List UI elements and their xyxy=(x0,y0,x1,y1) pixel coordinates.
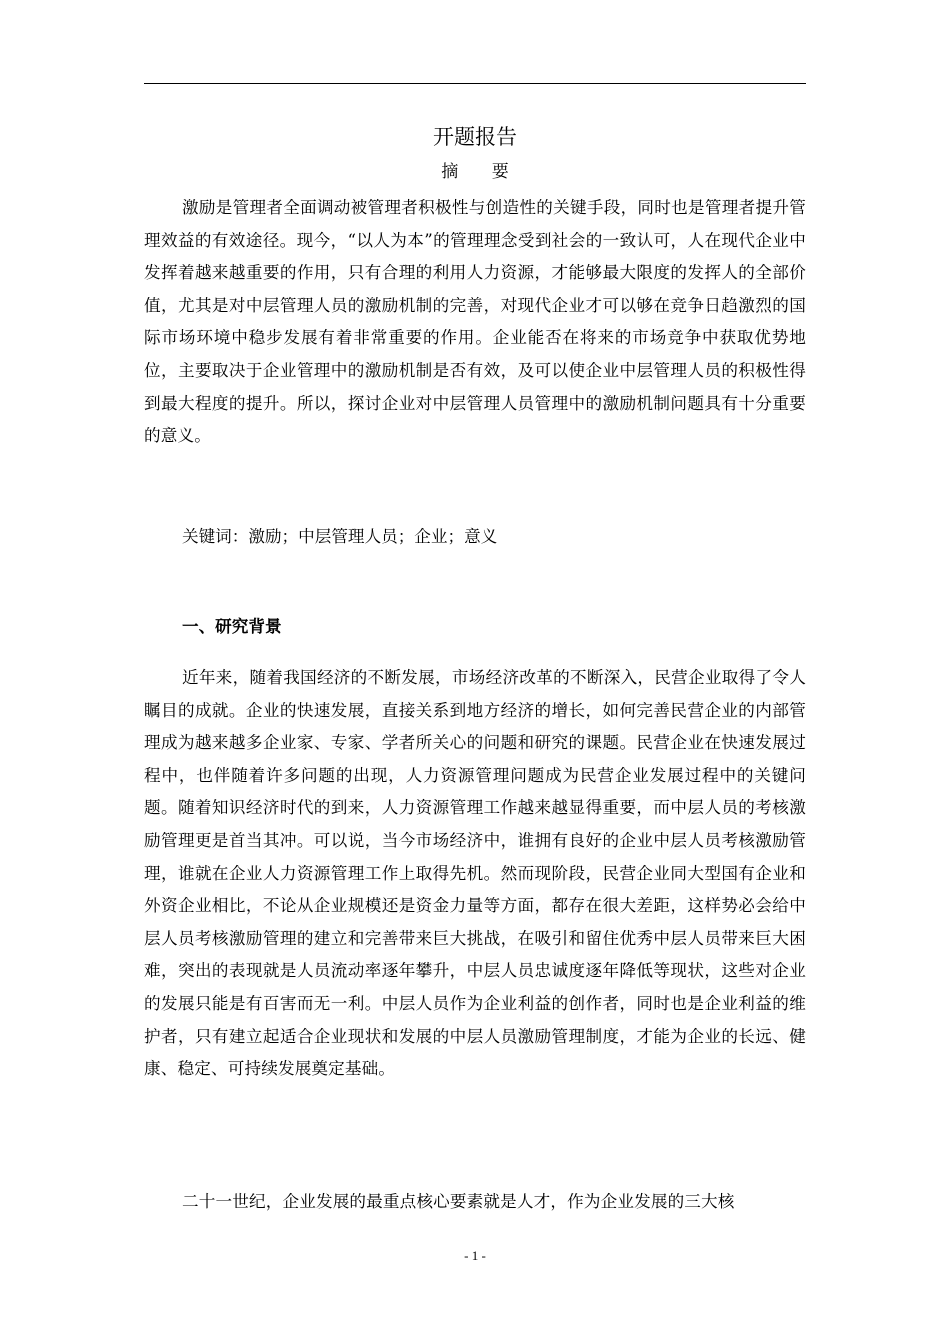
background-paragraph-1: 近年来，随着我国经济的不断发展，市场经济改革的不断深入，民营企业取得了令人瞩目的成就。企业的快速发展，直接关系到地方经济的增长，如何完善民营企业的内部管理成为越来越多企业家、专家、学者所关心的问题和研究的课题。民营企业在快速发展过程中，也伴随着许多问题的出现，人力资源管理问题成为民营企业发展过程中的关键问题。随着知识经济时代的到来，人力资源管理工作越来越显得重要，而中层人员的考核激励管理更是首当其冲。可以说，当今市场经济中，谁拥有良好的企业中层人员考核激励管理，谁就在企业人力资源管理工作上取得先机。然而现阶段，民营企业同大型国有企业和外资企业相比，不论从企业规模还是资金力量等方面，都存在很大差距，这样势必会给中层人员考核激励管理的建立和完善带来巨大挑战，在吸引和留住优秀中层人员带来巨大困难，突出的表现就是人员流动率逐年攀升，中层人员忠诚度逐年降低等现状，这些对企业的发展只能是有百害而无一利。中层人员作为企业利益的创作者，同时也是企业利益的维护者，只有建立起适合企业现状和发展的中层人员激励管理制度，才能为企业的长远、健康、稳定、可持续发展奠定基础。 xyxy=(144,668,806,1079)
abstract-heading: 摘 要 xyxy=(441,162,523,182)
keywords-line: 关键词：激励；中层管理人员；企业；意义 xyxy=(182,527,498,546)
section-heading-research-background: 一、研究背景 xyxy=(182,617,282,636)
abstract-paragraph: 激励是管理者全面调动被管理者积极性与创造性的关键手段，同时也是管理者提升管理效益的有效途径。现今，“以人为本”的管理理念受到社会的一致认可，人在现代企业中发挥着越来越重要的作用，只有合理的利用人力资源，才能够最大限度的发挥人的全部价值，尤其是对中层管理人员的激励机制的完善，对现代企业才可以够在竞争日趋激烈的国际市场环境中稳步发展有着非常重要的作用。企业能否在将来的市场竞争中获取优势地位，主要取决于企业管理中的激励机制是否有效，及可以使企业中层管理人员的积极性得到最大程度的提升。所以，探讨企业对中层管理人员管理中的激励机制问题具有十分重要的意义。 xyxy=(144,198,806,446)
background-paragraph-2: 二十一世纪，企业发展的最重点核心要素就是人才，作为企业发展的三大核 xyxy=(182,1192,735,1211)
document-title: 开题报告 xyxy=(433,125,517,149)
page-number: - 1 - xyxy=(464,1248,486,1263)
header-rule xyxy=(144,83,806,84)
